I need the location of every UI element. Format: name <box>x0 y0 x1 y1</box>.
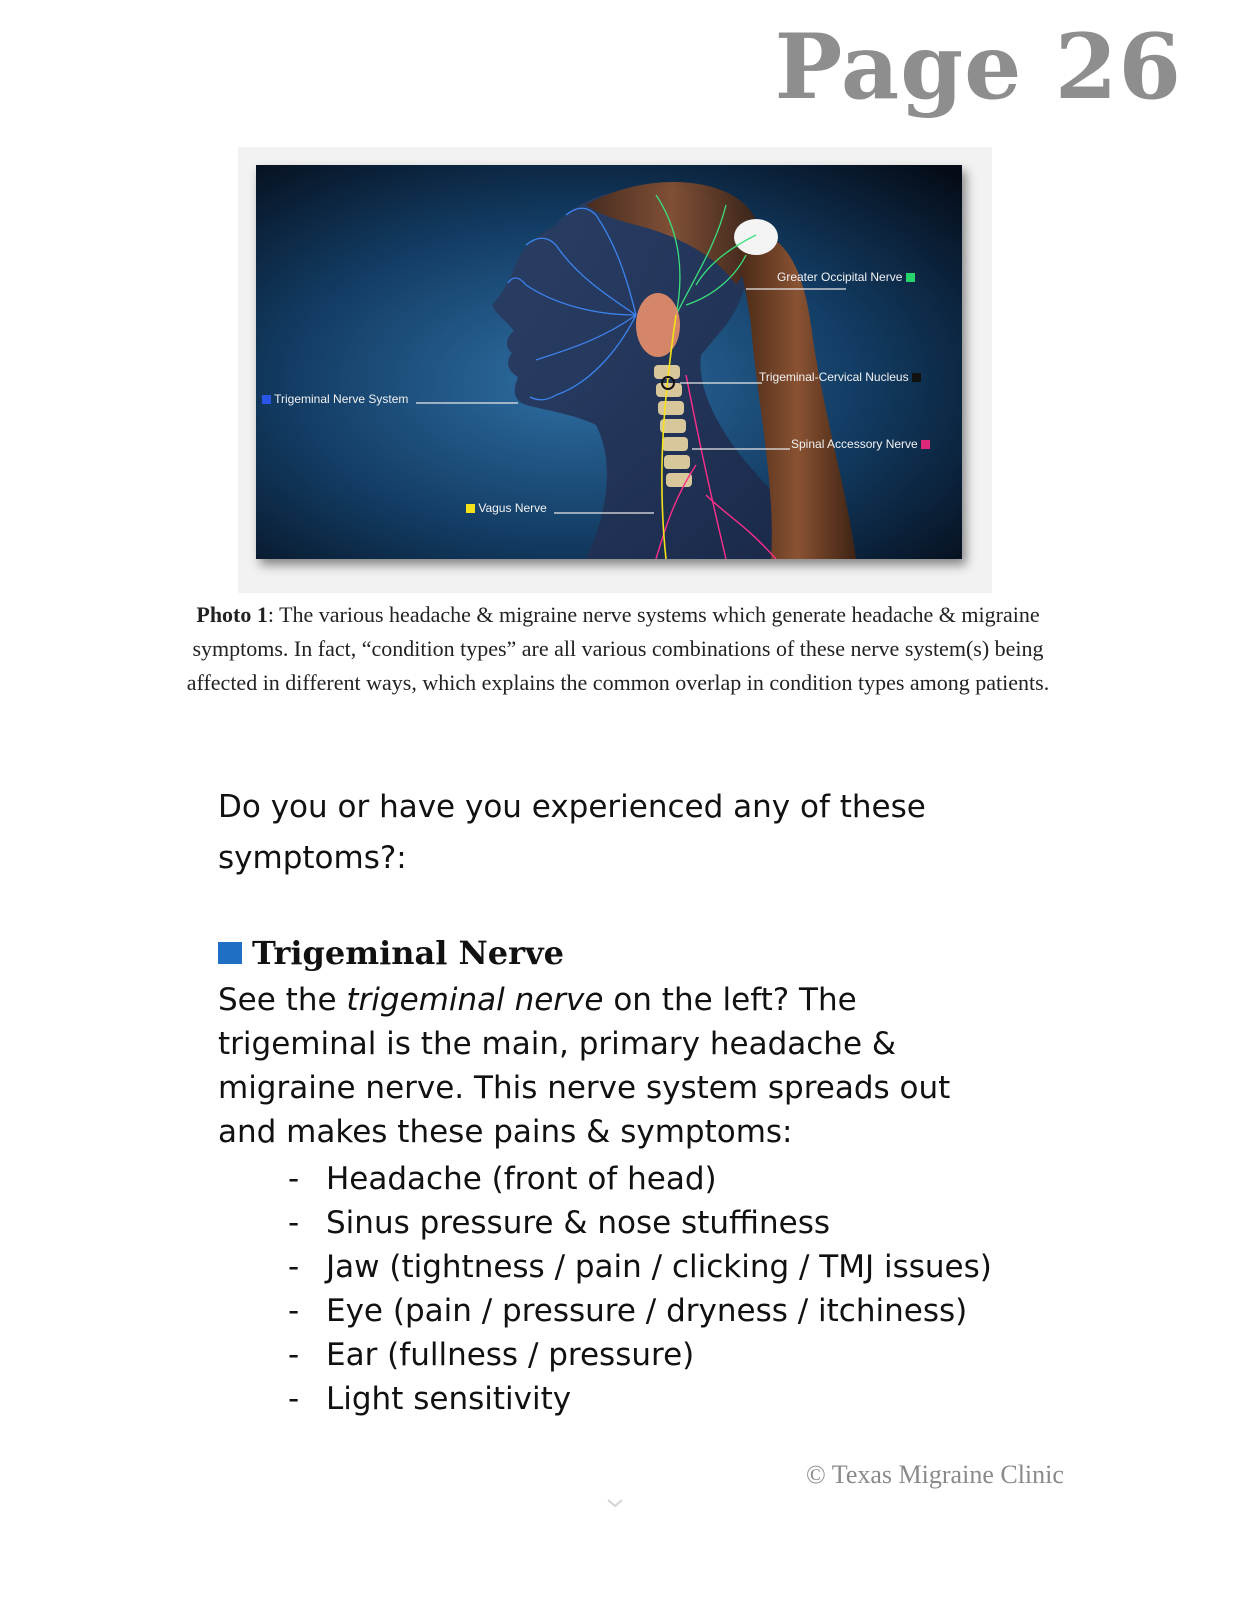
caption-label: Photo 1 <box>196 602 268 627</box>
symptom-question: Do you or have you experienced any of these symptoms?: <box>218 789 926 876</box>
copyright-notice: © Texas Migraine Clinic <box>806 1460 1064 1489</box>
chevron-down-icon[interactable] <box>606 1494 624 1512</box>
trigeminal-color-square <box>218 942 242 964</box>
list-item: - Eye (pain / pressure / dryness / itchiness) <box>288 1293 968 1329</box>
occipital-color-swatch <box>906 273 915 282</box>
callout-spinal-accessory: Spinal Accessory Nerve <box>791 437 930 451</box>
illustration-canvas <box>256 165 962 559</box>
intro-emphasis: trigeminal nerve <box>346 982 604 1018</box>
page-number: Page 26 <box>774 14 1182 120</box>
callout-vagus: Vagus Nerve <box>466 501 547 515</box>
vagus-color-swatch <box>466 504 475 513</box>
section-heading-text: Trigeminal Nerve <box>252 934 564 972</box>
list-item: - Headache (front of head) <box>288 1161 717 1197</box>
caption-text: : The various headache & migraine nerve systems which generate headache & migraine symptoms. In fact, “condition types” are all various combinations of these nerve system(s) being affected in different ways, which explains the common overlap in condition types among patients. <box>186 602 1050 695</box>
section-heading <box>218 934 564 972</box>
list-item: - Jaw (tightness / pain / clicking / TMJ issues) <box>288 1249 992 1285</box>
symptom-list <box>288 1157 992 1421</box>
nucleus-color-swatch <box>912 373 921 382</box>
spinal-accessory-color-swatch <box>921 440 930 449</box>
list-item: - Light sensitivity <box>288 1381 572 1417</box>
brainstem <box>636 293 680 357</box>
list-item: - Sinus pressure & nose stuffiness <box>288 1205 831 1241</box>
callout-trigeminal-cervical: Trigeminal-Cervical Nucleus <box>759 370 921 384</box>
section-intro: See the trigeminal nerve on the left? The trigeminal is the main, primary headache & migraine nerve. This nerve system spreads out and makes these pains & symptoms: <box>218 982 951 1150</box>
nerve-system-illustration <box>256 165 962 559</box>
list-item: - Ear (fullness / pressure) <box>288 1337 695 1373</box>
trigeminal-color-swatch <box>262 395 271 404</box>
hair-tie <box>734 219 778 255</box>
callout-greater-occipital: Greater Occipital Nerve <box>777 270 915 284</box>
photo-caption <box>178 598 1058 700</box>
callout-trigeminal-system: Trigeminal Nerve System <box>262 392 408 406</box>
